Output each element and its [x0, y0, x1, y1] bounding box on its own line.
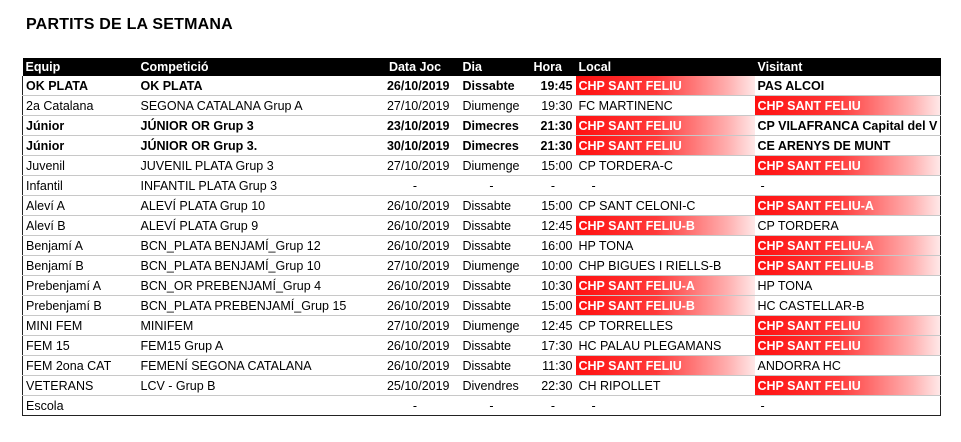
cell-visitant: CE ARENYS DE MUNT	[755, 136, 941, 156]
cell-local: CH RIPOLLET	[576, 376, 755, 396]
cell-equip: Prebenjamí A	[23, 276, 138, 296]
cell-local: HP TONA	[576, 236, 755, 256]
cell-data: 26/10/2019	[378, 236, 453, 256]
cell-data: -	[378, 176, 453, 196]
cell-data: -	[378, 396, 453, 416]
cell-competicio: OK PLATA	[138, 76, 378, 96]
cell-competicio: MINIFEM	[138, 316, 378, 336]
cell-local: CHP SANT FELIU-B	[576, 216, 755, 236]
cell-competicio: BCN_OR PREBENJAMÍ_Grup 4	[138, 276, 378, 296]
cell-equip: Prebenjamí B	[23, 296, 138, 316]
cell-local: CHP SANT FELIU	[576, 76, 755, 96]
cell-equip: MINI FEM	[23, 316, 138, 336]
cell-equip: Juvenil	[23, 156, 138, 176]
table-row	[23, 156, 941, 176]
cell-dia: Dimecres	[453, 116, 531, 136]
cell-local: CHP BIGUES I RIELLS-B	[576, 256, 755, 276]
cell-competicio	[138, 396, 378, 416]
cell-dia: Divendres	[453, 376, 531, 396]
cell-data: 26/10/2019	[378, 76, 453, 96]
cell-hora: 19:45	[531, 76, 576, 96]
column-header-competicio: Competició	[138, 58, 378, 76]
cell-dia: Diumenge	[453, 96, 531, 116]
cell-equip: Benjamí A	[23, 236, 138, 256]
cell-local: CP SANT CELONI-C	[576, 196, 755, 216]
cell-visitant: CHP SANT FELIU-A	[755, 196, 941, 216]
cell-equip: Benjamí B	[23, 256, 138, 276]
cell-dia: Dissabte	[453, 196, 531, 216]
cell-data: 26/10/2019	[378, 196, 453, 216]
table-row	[23, 396, 941, 416]
table-row	[23, 96, 941, 116]
cell-data: 30/10/2019	[378, 136, 453, 156]
table-row	[23, 236, 941, 256]
cell-local: HC PALAU PLEGAMANS	[576, 336, 755, 356]
cell-hora: 22:30	[531, 376, 576, 396]
cell-data: 26/10/2019	[378, 276, 453, 296]
cell-equip: FEM 2ona CAT	[23, 356, 138, 376]
cell-data: 23/10/2019	[378, 116, 453, 136]
cell-visitant: CHP SANT FELIU-A	[755, 236, 941, 256]
cell-hora: 21:30	[531, 136, 576, 156]
column-header-dia: Dia	[453, 58, 531, 76]
cell-data: 25/10/2019	[378, 376, 453, 396]
cell-competicio: ALEVÍ PLATA Grup 10	[138, 196, 378, 216]
table-row	[23, 376, 941, 396]
cell-dia: Dissabte	[453, 336, 531, 356]
cell-visitant: CHP SANT FELIU	[755, 156, 941, 176]
cell-competicio: BCN_PLATA PREBENJAMÍ_Grup 15	[138, 296, 378, 316]
cell-local: CP TORDERA-C	[576, 156, 755, 176]
cell-local: CHP SANT FELIU	[576, 136, 755, 156]
cell-visitant: CHP SANT FELIU	[755, 336, 941, 356]
column-header-equip: Equip	[23, 58, 138, 76]
cell-equip: Aleví B	[23, 216, 138, 236]
cell-local: CHP SANT FELIU-A	[576, 276, 755, 296]
table-row	[23, 316, 941, 336]
cell-visitant: HP TONA	[755, 276, 941, 296]
cell-dia: Dissabte	[453, 236, 531, 256]
cell-competicio: FEMENÍ SEGONA CATALANA	[138, 356, 378, 376]
cell-equip: FEM 15	[23, 336, 138, 356]
cell-data: 26/10/2019	[378, 296, 453, 316]
cell-data: 26/10/2019	[378, 336, 453, 356]
cell-dia: Dissabte	[453, 296, 531, 316]
cell-dia: Diumenge	[453, 256, 531, 276]
table-header-row	[23, 58, 941, 76]
cell-hora: 17:30	[531, 336, 576, 356]
cell-local: CHP SANT FELIU-B	[576, 296, 755, 316]
cell-dia: Dissabte	[453, 216, 531, 236]
table-row	[23, 256, 941, 276]
cell-visitant: HC CASTELLAR-B	[755, 296, 941, 316]
cell-competicio: ALEVÍ PLATA Grup 9	[138, 216, 378, 236]
cell-competicio: JUVENIL PLATA Grup 3	[138, 156, 378, 176]
table-row	[23, 276, 941, 296]
page-title: PARTITS DE LA SETMANA	[26, 16, 233, 33]
cell-data: 27/10/2019	[378, 96, 453, 116]
cell-dia: Dissabte	[453, 76, 531, 96]
table-row	[23, 356, 941, 376]
cell-dia: Diumenge	[453, 316, 531, 336]
cell-data: 27/10/2019	[378, 256, 453, 276]
cell-local: FC MARTINENC	[576, 96, 755, 116]
cell-competicio: INFANTIL PLATA Grup 3	[138, 176, 378, 196]
cell-data: 26/10/2019	[378, 356, 453, 376]
table-row	[23, 296, 941, 316]
cell-hora: 19:30	[531, 96, 576, 116]
table-row	[23, 76, 941, 96]
cell-data: 26/10/2019	[378, 216, 453, 236]
cell-visitant: CHP SANT FELIU	[755, 316, 941, 336]
table-row	[23, 216, 941, 236]
cell-equip: 2a Catalana	[23, 96, 138, 116]
cell-hora: 12:45	[531, 216, 576, 236]
cell-hora: 21:30	[531, 116, 576, 136]
column-header-local: Local	[576, 58, 755, 76]
table-row	[23, 196, 941, 216]
cell-hora: 10:00	[531, 256, 576, 276]
cell-visitant: ANDORRA HC	[755, 356, 941, 376]
cell-equip: Júnior	[23, 116, 138, 136]
cell-dia: -	[453, 396, 531, 416]
cell-competicio: SEGONA CATALANA Grup A	[138, 96, 378, 116]
cell-local: -	[576, 176, 755, 196]
cell-competicio: BCN_PLATA BENJAMÍ_Grup 12	[138, 236, 378, 256]
cell-hora: 12:45	[531, 316, 576, 336]
cell-visitant: CHP SANT FELIU	[755, 376, 941, 396]
cell-hora: 15:00	[531, 196, 576, 216]
cell-competicio: LCV - Grup B	[138, 376, 378, 396]
cell-visitant: -	[755, 176, 941, 196]
cell-dia: -	[453, 176, 531, 196]
cell-visitant: CHP SANT FELIU-B	[755, 256, 941, 276]
table-row	[23, 336, 941, 356]
cell-competicio: JÚNIOR OR Grup 3	[138, 116, 378, 136]
cell-competicio: BCN_PLATA BENJAMÍ_Grup 10	[138, 256, 378, 276]
cell-visitant: CP TORDERA	[755, 216, 941, 236]
cell-equip: Infantil	[23, 176, 138, 196]
cell-local: CHP SANT FELIU	[576, 116, 755, 136]
cell-equip: VETERANS	[23, 376, 138, 396]
cell-hora: -	[531, 176, 576, 196]
cell-hora: 15:00	[531, 156, 576, 176]
cell-visitant: CHP SANT FELIU	[755, 96, 941, 116]
column-header-visitant: Visitant	[755, 58, 941, 76]
cell-local: CHP SANT FELIU	[576, 356, 755, 376]
cell-visitant: CP VILAFRANCA Capital del V	[755, 116, 941, 136]
cell-dia: Dimecres	[453, 136, 531, 156]
cell-hora: 11:30	[531, 356, 576, 376]
column-header-data: Data Joc	[378, 58, 453, 76]
table-row	[23, 136, 941, 156]
cell-data: 27/10/2019	[378, 156, 453, 176]
table-row	[23, 116, 941, 136]
cell-hora: 15:00	[531, 296, 576, 316]
table-row	[23, 176, 941, 196]
cell-local: -	[576, 396, 755, 416]
cell-competicio: JÚNIOR OR Grup 3.	[138, 136, 378, 156]
weekly-matches-table	[22, 58, 941, 416]
cell-hora: 10:30	[531, 276, 576, 296]
cell-hora: -	[531, 396, 576, 416]
cell-equip: Júnior	[23, 136, 138, 156]
cell-visitant: -	[755, 396, 941, 416]
cell-dia: Dissabte	[453, 356, 531, 376]
cell-local: CP TORRELLES	[576, 316, 755, 336]
cell-hora: 16:00	[531, 236, 576, 256]
cell-equip: Aleví A	[23, 196, 138, 216]
table-body	[23, 76, 941, 416]
cell-visitant: PAS ALCOI	[755, 76, 941, 96]
column-header-hora: Hora	[531, 58, 576, 76]
cell-equip: OK PLATA	[23, 76, 138, 96]
cell-equip: Escola	[23, 396, 138, 416]
cell-competicio: FEM15 Grup A	[138, 336, 378, 356]
cell-dia: Dissabte	[453, 276, 531, 296]
cell-data: 27/10/2019	[378, 316, 453, 336]
cell-dia: Diumenge	[453, 156, 531, 176]
